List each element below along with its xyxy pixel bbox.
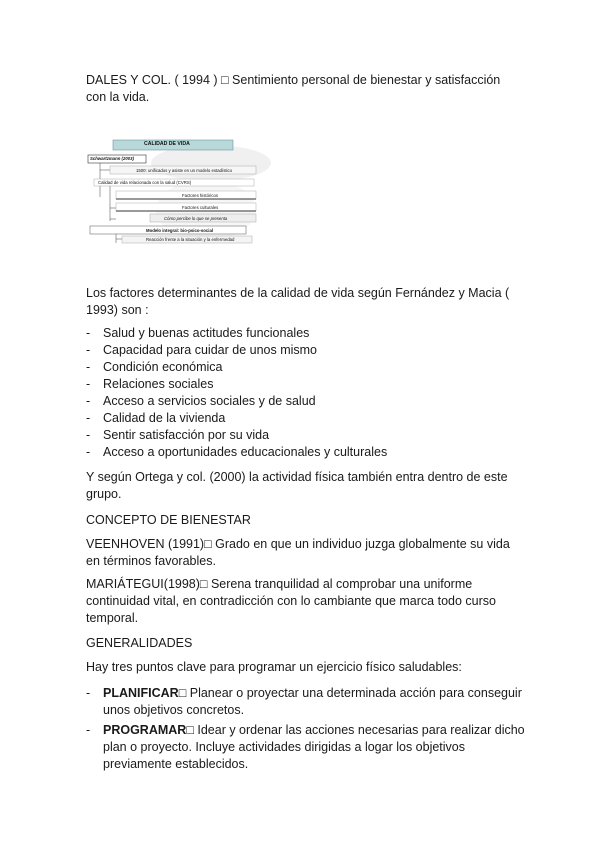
list-item: - Calidad de la vivienda xyxy=(86,410,526,427)
diagram-row: Cómo percibe lo que se presenta xyxy=(164,216,228,221)
list-item xyxy=(86,685,526,719)
diagram-row: Reacción frente a la situación y la enfermedad xyxy=(146,237,235,242)
diagram-row: Calidad de vida relacionada con la salud (CVRS) xyxy=(98,180,192,185)
key-term: PLANIFICAR xyxy=(103,686,179,700)
diagram-row: 1500: unificados y asiste en un modelo estadístico xyxy=(136,168,233,173)
diagram-title: CALIDAD DE VIDA xyxy=(144,141,190,147)
calidad-de-vida-diagram xyxy=(86,135,276,247)
diagram-row: Modelo integral: bio-psico-social xyxy=(146,228,214,233)
veenhoven-paragraph: VEENHOVEN (1991)□ Grado en que un individuo juzga globalmente su vida en términos favorables. xyxy=(86,537,510,568)
list-item xyxy=(86,722,526,773)
factors-intro: Los factores determinantes de la calidad de vida según Fernández y Macia ( 1993) son : xyxy=(86,286,510,317)
list-item: - Salud y buenas actitudes funcionales xyxy=(86,325,526,342)
list-item: - Acceso a servicios sociales y de salud xyxy=(86,393,526,410)
list-item: - Sentir satisfacción por su vida xyxy=(86,427,526,444)
ortega-paragraph: Y según Ortega y col. (2000) la actividad física también entra dentro de este grupo. xyxy=(86,470,508,501)
bienestar-heading: CONCEPTO DE BIENESTAR xyxy=(86,513,251,527)
intro-paragraph: DALES Y COL. ( 1994 ) □ Sentimiento personal de bienestar y satisfacción con la vida. xyxy=(86,73,501,104)
diagram-root: Schwartzmann (2003) xyxy=(90,156,134,161)
list-item: - Relaciones sociales xyxy=(86,376,526,393)
mariategui-paragraph: MARIÁTEGUI(1998)□ Serena tranquilidad al comprobar una uniforme continuidad vital, en contradicción con lo cambiante que marca todo curso temporal. xyxy=(86,577,496,625)
list-item: - Condición económica xyxy=(86,359,526,376)
generalidades-heading: GENERALIDADES xyxy=(86,636,193,650)
factors-list xyxy=(86,325,526,461)
key-points-list xyxy=(86,685,526,776)
key-term: PROGRAMAR xyxy=(103,723,187,737)
diagram-row: Factores históricos xyxy=(182,193,219,198)
generalidades-intro: Hay tres puntos clave para programar un ejercicio físico saludables: xyxy=(86,660,462,674)
key-description: □ Idear y ordenar las acciones necesarias para realizar dicho plan o proyecto. Incluye actividades dirigidas a logar los objetivos previamente establecidos. xyxy=(103,723,525,771)
list-item: - Acceso a oportunidades educacionales y culturales xyxy=(86,444,526,461)
key-description: □ Planear o proyectar una determinada acción para conseguir unos objetivos concretos. xyxy=(103,686,522,717)
list-item: - Capacidad para cuidar de unos mismo xyxy=(86,342,526,359)
diagram-row: Factores culturales xyxy=(182,205,219,210)
